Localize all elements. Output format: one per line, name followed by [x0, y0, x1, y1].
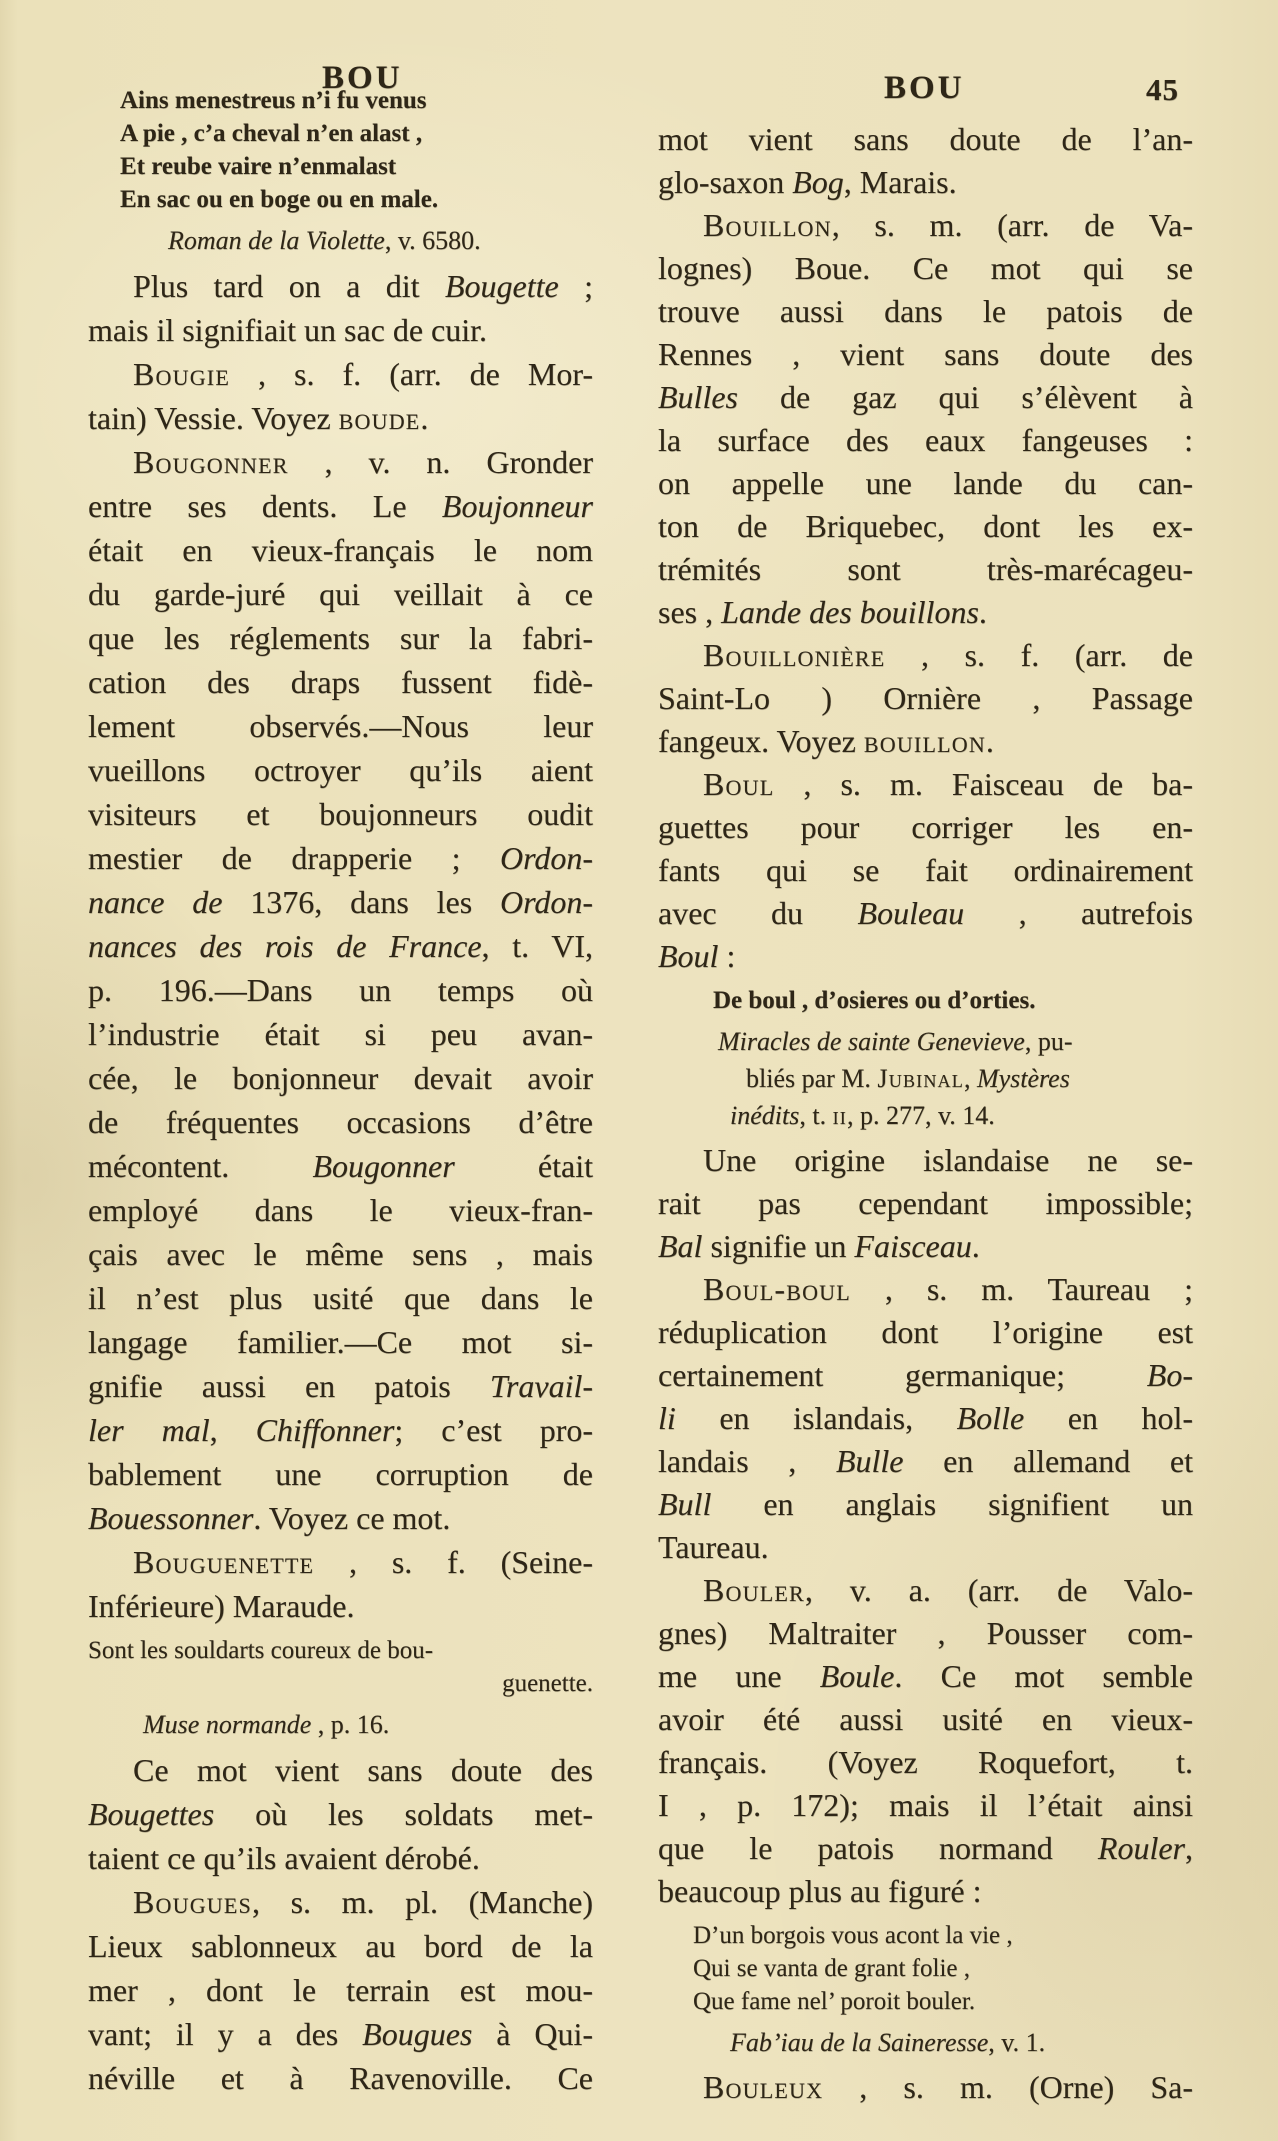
italic-run: Muse normande — [143, 1710, 312, 1739]
text-line — [658, 290, 1193, 333]
text-run: , s. f. (arr. de — [885, 637, 1193, 673]
text-run: , v. a. (arr. de Valo- — [804, 1572, 1193, 1608]
text-run: ses , — [658, 594, 722, 630]
verse-quote-fabliau — [693, 1919, 1193, 2018]
entry-boul-note — [658, 1139, 1193, 1268]
text-run: , v. n. Gronder — [288, 444, 593, 480]
text-run: , s. m. (arr. de Va- — [831, 207, 1193, 243]
text-line — [658, 1870, 1193, 1913]
text-run: néville et à Ravenoville. Ce — [88, 2060, 593, 2096]
text-line — [88, 748, 593, 792]
entry-bouguenette-note — [88, 1748, 593, 1880]
text-line — [88, 1540, 593, 1584]
text-line — [88, 1634, 593, 1667]
text-run: visiteurs et boujonneurs oudit — [88, 796, 593, 832]
text-line — [658, 935, 1193, 978]
italic-run: nance de — [88, 884, 223, 920]
text-run: 1376, dans les — [222, 884, 500, 920]
italic-run: Bog — [792, 164, 844, 200]
headword-smallcaps: Boul-boul — [703, 1271, 851, 1307]
italic-run: Mystères — [976, 1064, 1070, 1093]
text-run: landais , — [658, 1443, 836, 1479]
text-line — [88, 2012, 593, 2056]
text-run: guettes pour corriger les en- — [658, 809, 1193, 845]
text-line — [658, 247, 1193, 290]
text-line — [120, 150, 593, 183]
text-line — [658, 720, 1193, 763]
text-line — [88, 880, 593, 924]
text-run: l’industrie était si peu avan- — [88, 1016, 593, 1052]
entry-bouler — [658, 1569, 1193, 1913]
entry-boul — [658, 763, 1193, 978]
text-run: il n’est plus usité que dans le — [88, 1280, 593, 1316]
text-line — [88, 836, 593, 880]
text-run: , s. m. Faisceau de ba- — [774, 766, 1193, 802]
text-line — [88, 1144, 593, 1188]
text-run: , s. m. Taureau ; — [850, 1271, 1193, 1307]
text-run: réduplication dont l’origine est — [658, 1314, 1193, 1350]
text-line — [693, 1952, 1193, 1985]
column-left — [88, 78, 593, 2100]
text-line — [88, 1364, 593, 1408]
text-run: A pie , c’a cheval n’en alast , — [120, 120, 423, 147]
entry-bougues — [88, 1880, 593, 2100]
text-run: Rennes , vient sans doute des — [658, 336, 1193, 372]
italic-run: Bo- — [1146, 1357, 1193, 1393]
text-line — [88, 1012, 593, 1056]
text-line — [658, 1440, 1193, 1483]
italic-run: Boujonneur — [441, 488, 593, 524]
text-run: vant; il y a des — [88, 2016, 363, 2052]
text-run: En sac ou en boge ou en male. — [120, 186, 439, 213]
headword-smallcaps: ii — [832, 1101, 847, 1130]
text-line — [88, 572, 593, 616]
text-run: Qui se vanta de grant folie , — [693, 1955, 970, 1982]
text-line — [658, 591, 1193, 634]
text-run: , Marais. — [843, 164, 957, 200]
running-title-left: BOU — [322, 60, 403, 96]
text-run: employé dans le vieux-fran- — [88, 1192, 593, 1228]
verse-quote-roman-violette — [120, 84, 593, 216]
text-line — [658, 1741, 1193, 1784]
italic-run: Ordon- — [499, 840, 593, 876]
text-run: gnifie aussi en patois — [88, 1368, 490, 1404]
text-line — [88, 308, 593, 352]
text-run: Une origine islandaise ne se- — [703, 1142, 1193, 1178]
text-run: De boul , d’osieres ou d’orties. — [713, 987, 1036, 1014]
text-line — [88, 396, 593, 440]
text-run: gnes) Maltraiter , Pousser com- — [658, 1615, 1193, 1651]
entry-bougues-continuation — [658, 118, 1193, 204]
text-run: entre ses dents. Le — [88, 488, 442, 524]
text-run: I , p. 172); mais il l’était ainsi — [658, 1787, 1193, 1823]
text-run: . — [420, 400, 429, 436]
italic-run: Rouler — [1097, 1830, 1185, 1866]
text-run: , — [209, 1412, 256, 1448]
text-run: était — [454, 1148, 593, 1184]
text-run: beaucoup plus au figuré : — [658, 1873, 982, 1909]
italic-run: Bougettes — [88, 1796, 215, 1832]
text-run: , v. 6580. — [384, 226, 481, 255]
italic-run: Bouessonner — [88, 1500, 254, 1536]
text-run: Et reube vaire n’enmalast — [120, 153, 397, 180]
text-line — [658, 1569, 1193, 1612]
text-line — [658, 419, 1193, 462]
text-line — [120, 183, 593, 216]
text-run: mécontent. — [88, 1148, 313, 1184]
text-line — [88, 352, 593, 396]
text-run: en hol- — [1024, 1400, 1194, 1436]
entry-bouilloniere — [658, 634, 1193, 763]
entry-bouleux — [658, 2066, 1193, 2109]
text-line — [730, 2024, 1193, 2061]
italic-run: Bougonner — [312, 1148, 455, 1184]
text-run: cation des draps fussent fidè- — [88, 664, 593, 700]
text-line — [88, 528, 593, 572]
text-run: trémités sont très-marécageu- — [658, 551, 1193, 587]
headword-smallcaps: Bouguenette — [133, 1544, 315, 1580]
text-run: vueillons octroyer qu’ils aient — [88, 752, 593, 788]
text-line — [718, 1023, 1193, 1060]
text-run: mot vient sans doute de l’an- — [658, 121, 1193, 157]
text-line — [88, 1408, 593, 1452]
text-run: cée, le bonjonneur devait avoir — [88, 1060, 593, 1096]
text-run: mestier de drapperie ; — [88, 840, 500, 876]
text-run: lement observés.—Nous leur — [88, 708, 593, 744]
text-run: du garde-juré qui veillait à ce — [88, 576, 593, 612]
text-run: D’un borgois vous acont la vie , — [693, 1922, 1013, 1949]
text-line — [88, 968, 593, 1012]
italic-run: Bulle — [835, 1443, 904, 1479]
headword-smallcaps: Bouleux — [703, 2069, 824, 2105]
text-line — [658, 763, 1193, 806]
text-line — [88, 264, 593, 308]
text-run: que le patois normand — [658, 1830, 1098, 1866]
text-line — [88, 1452, 593, 1496]
headword-smallcaps: Bouler — [703, 1572, 805, 1608]
text-line — [88, 2056, 593, 2100]
text-line — [88, 1924, 593, 1968]
text-line — [120, 117, 593, 150]
text-run: trouve aussi dans le patois de — [658, 293, 1193, 329]
text-run: Que fame nel’ poroit bouler. — [693, 1988, 976, 2015]
text-line — [88, 924, 593, 968]
italic-run: Faisceau — [854, 1228, 972, 1264]
verse-quote-boul — [713, 984, 1193, 1017]
citation-miracles-genevieve — [718, 1023, 1193, 1134]
italic-run: Bolle — [956, 1400, 1025, 1436]
text-line — [658, 1182, 1193, 1225]
text-run: bablement une corruption de — [88, 1456, 593, 1492]
text-line — [658, 1612, 1193, 1655]
text-line — [658, 849, 1193, 892]
text-line — [88, 440, 593, 484]
text-line — [88, 1320, 593, 1364]
text-run: çais avec le même sens , mais — [88, 1236, 593, 1272]
entry-bouguenette — [88, 1540, 593, 1628]
citation-muse-normande — [143, 1706, 593, 1743]
text-line — [658, 1311, 1193, 1354]
text-run: fants qui se fait ordinairement — [658, 852, 1193, 888]
text-run: en islandais, — [675, 1400, 957, 1436]
text-run: Sont les souldarts coureux de bou- — [88, 1637, 434, 1664]
text-run: avec du — [658, 895, 858, 931]
headword-smallcaps: boude — [338, 400, 421, 436]
text-line — [658, 892, 1193, 935]
text-run: où les soldats met- — [214, 1796, 593, 1832]
text-run: . — [971, 1228, 980, 1264]
page-number: 45 — [1146, 72, 1179, 107]
text-run: la surface des eaux fangeuses : — [658, 422, 1193, 458]
text-line — [88, 1880, 593, 1924]
text-run: bliés par M. — [746, 1064, 878, 1093]
text-run: , p. 277, v. 14. — [846, 1101, 995, 1130]
entry-bouillon — [658, 204, 1193, 634]
text-run: ; — [558, 268, 594, 304]
text-line — [658, 548, 1193, 591]
text-line — [658, 1225, 1193, 1268]
text-line — [693, 1919, 1193, 1952]
text-run: fangeux. Voyez — [658, 723, 864, 759]
italic-run: Ordon- — [499, 884, 594, 920]
text-line — [168, 222, 593, 259]
italic-run: Roman de la Violette — [168, 226, 385, 255]
text-run: Inférieure) Maraude. — [88, 1588, 355, 1624]
text-line — [658, 505, 1193, 548]
italic-run: Miracles de sainte Genevieve — [718, 1027, 1025, 1056]
italic-run: Bouleau — [857, 895, 965, 931]
text-line — [718, 1060, 1193, 1097]
text-run: Ains menestreus n’i fu venus — [120, 87, 427, 114]
text-line — [693, 1985, 1193, 2018]
text-line — [658, 1268, 1193, 1311]
text-line — [120, 84, 593, 117]
text-run: , s. f. (arr. de Mor- — [229, 356, 593, 392]
text-line — [88, 704, 593, 748]
text-line — [88, 1100, 593, 1144]
text-run: ; c’est pro- — [394, 1412, 594, 1448]
text-run: Ce mot vient sans doute des — [133, 1752, 593, 1788]
text-run: de fréquentes occasions d’être — [88, 1104, 593, 1140]
italic-run: Boule — [819, 1658, 895, 1694]
text-line — [88, 1836, 593, 1880]
text-run: avoir été aussi usité en vieux- — [658, 1701, 1193, 1737]
text-line — [658, 376, 1193, 419]
text-line — [658, 1827, 1193, 1870]
text-run: Plus tard on a dit — [133, 268, 445, 304]
text-run: , pu- — [1024, 1027, 1073, 1056]
text-run: Taureau. — [658, 1529, 769, 1565]
text-run: mais il signifiait un sac de cuir. — [88, 312, 488, 348]
text-line — [88, 1667, 593, 1700]
text-run: . — [978, 594, 987, 630]
italic-run: Travail- — [489, 1368, 593, 1404]
text-run: p. 196.—Dans un temps où — [88, 972, 593, 1008]
text-run: , — [1185, 1830, 1193, 1866]
text-line — [658, 1655, 1193, 1698]
text-line — [658, 2066, 1193, 2109]
text-line — [88, 792, 593, 836]
text-line — [88, 1748, 593, 1792]
italic-run: Bull — [658, 1486, 712, 1522]
text-run: , s. f. (Seine- — [314, 1544, 593, 1580]
headword-smallcaps: Bougie — [133, 356, 230, 392]
text-run: certainement germanique; — [658, 1357, 1147, 1393]
text-line — [658, 118, 1193, 161]
text-line — [658, 806, 1193, 849]
text-run: en allemand et — [903, 1443, 1194, 1479]
text-run: taient ce qu’ils avaient dérobé. — [88, 1840, 480, 1876]
text-line — [658, 1784, 1193, 1827]
text-line — [88, 660, 593, 704]
text-line — [658, 1526, 1193, 1569]
text-run: que les réglements sur la fabri- — [88, 620, 593, 656]
entry-bougette-note — [88, 264, 593, 352]
text-run: . Ce mot semble — [894, 1658, 1193, 1694]
text-line — [658, 1139, 1193, 1182]
text-run: me une — [658, 1658, 820, 1694]
text-run: à Qui- — [472, 2016, 594, 2052]
text-run: . Voyez ce mot. — [253, 1500, 451, 1536]
citation-roman-violette — [168, 222, 593, 259]
text-run: . — [985, 723, 994, 759]
headword-smallcaps: Bouillon — [703, 207, 832, 243]
text-line — [658, 1397, 1193, 1440]
text-run: ton de Briquebec, dont les ex- — [658, 508, 1193, 544]
text-run: de gaz qui s’élèvent à — [737, 379, 1193, 415]
text-run: Saint-Lo ) Ornière , Passage — [658, 680, 1193, 716]
text-line — [658, 462, 1193, 505]
text-run: , s. m. (Orne) Sa- — [823, 2069, 1193, 2105]
text-run: , v. 1. — [988, 2028, 1046, 2057]
text-run: : — [718, 938, 736, 974]
text-run: glo-saxon — [658, 164, 793, 200]
text-run: rait pas cependant impossible; — [658, 1185, 1193, 1221]
italic-run: Lande des bouillons — [721, 594, 979, 630]
text-line — [88, 1188, 593, 1232]
text-run: français. (Voyez Roquefort, t. — [658, 1744, 1193, 1780]
text-run: langage familier.—Ce mot si- — [88, 1324, 593, 1360]
text-line — [658, 1483, 1193, 1526]
text-line — [658, 1354, 1193, 1397]
text-run: signifie un — [702, 1228, 855, 1264]
italic-run: Fab’iau de la Saineresse — [730, 2028, 989, 2057]
text-run: guenette. — [502, 1670, 593, 1697]
text-line — [88, 1792, 593, 1836]
text-line — [88, 1496, 593, 1540]
italic-run: Chiffonner — [255, 1412, 395, 1448]
italic-run: ler mal — [88, 1412, 210, 1448]
text-run: était en vieux-français le nom — [88, 532, 593, 568]
text-line — [143, 1706, 593, 1743]
text-line — [88, 1584, 593, 1628]
text-line — [88, 1276, 593, 1320]
headword-smallcaps: bouillon — [863, 723, 986, 759]
text-run: , autrefois — [964, 895, 1194, 931]
text-run: en anglais signifient un — [711, 1486, 1193, 1522]
headword-smallcaps: Jubinal — [877, 1064, 964, 1093]
text-line — [88, 1968, 593, 2012]
headword-smallcaps: Bougonner — [133, 444, 289, 480]
text-line — [718, 1097, 1193, 1134]
italic-run: Bougette — [444, 268, 559, 304]
italic-run: li — [658, 1400, 676, 1436]
headword-smallcaps: Boul — [703, 766, 775, 802]
text-run: , s. m. pl. (Manche) — [251, 1884, 593, 1920]
text-run: , t. VI, — [481, 928, 594, 964]
column-right — [658, 118, 1193, 2109]
text-run: Lieux sablonneux au bord de la — [88, 1928, 593, 1964]
italic-run: Bal — [658, 1228, 703, 1264]
verse-quote-muse-normande — [88, 1634, 593, 1700]
headword-smallcaps: Bougues — [133, 1884, 252, 1920]
text-line — [658, 161, 1193, 204]
text-line — [88, 1056, 593, 1100]
entry-bougonner — [88, 440, 593, 1540]
text-run: tain) Vessie. Voyez — [88, 400, 339, 436]
text-line — [658, 1698, 1193, 1741]
text-line — [658, 677, 1193, 720]
headword-smallcaps: Bouillonière — [703, 637, 886, 673]
italic-run: Bulles — [658, 379, 738, 415]
text-run: lognes) Boue. Ce mot qui se — [658, 250, 1193, 286]
entry-bougie — [88, 352, 593, 440]
entry-boul-boul — [658, 1268, 1193, 1569]
text-run: , — [963, 1064, 977, 1093]
text-run: , t. — [799, 1101, 833, 1130]
italic-run: inédits — [730, 1101, 800, 1130]
text-line — [713, 984, 1193, 1017]
text-run: on appelle une lande du can- — [658, 465, 1193, 501]
text-line — [88, 616, 593, 660]
text-run: mer , dont le terrain est mou- — [88, 1972, 593, 2008]
text-line — [88, 484, 593, 528]
running-title-right: BOU — [884, 70, 965, 106]
italic-run: nances des rois de France — [88, 928, 482, 964]
italic-run: Bougues — [362, 2016, 473, 2052]
text-line — [658, 634, 1193, 677]
italic-run: Boul — [658, 938, 719, 974]
text-line — [88, 1232, 593, 1276]
text-line — [658, 204, 1193, 247]
text-run: , p. 16. — [311, 1710, 390, 1739]
citation-fabliau-saineresse — [730, 2024, 1193, 2061]
text-line — [658, 333, 1193, 376]
